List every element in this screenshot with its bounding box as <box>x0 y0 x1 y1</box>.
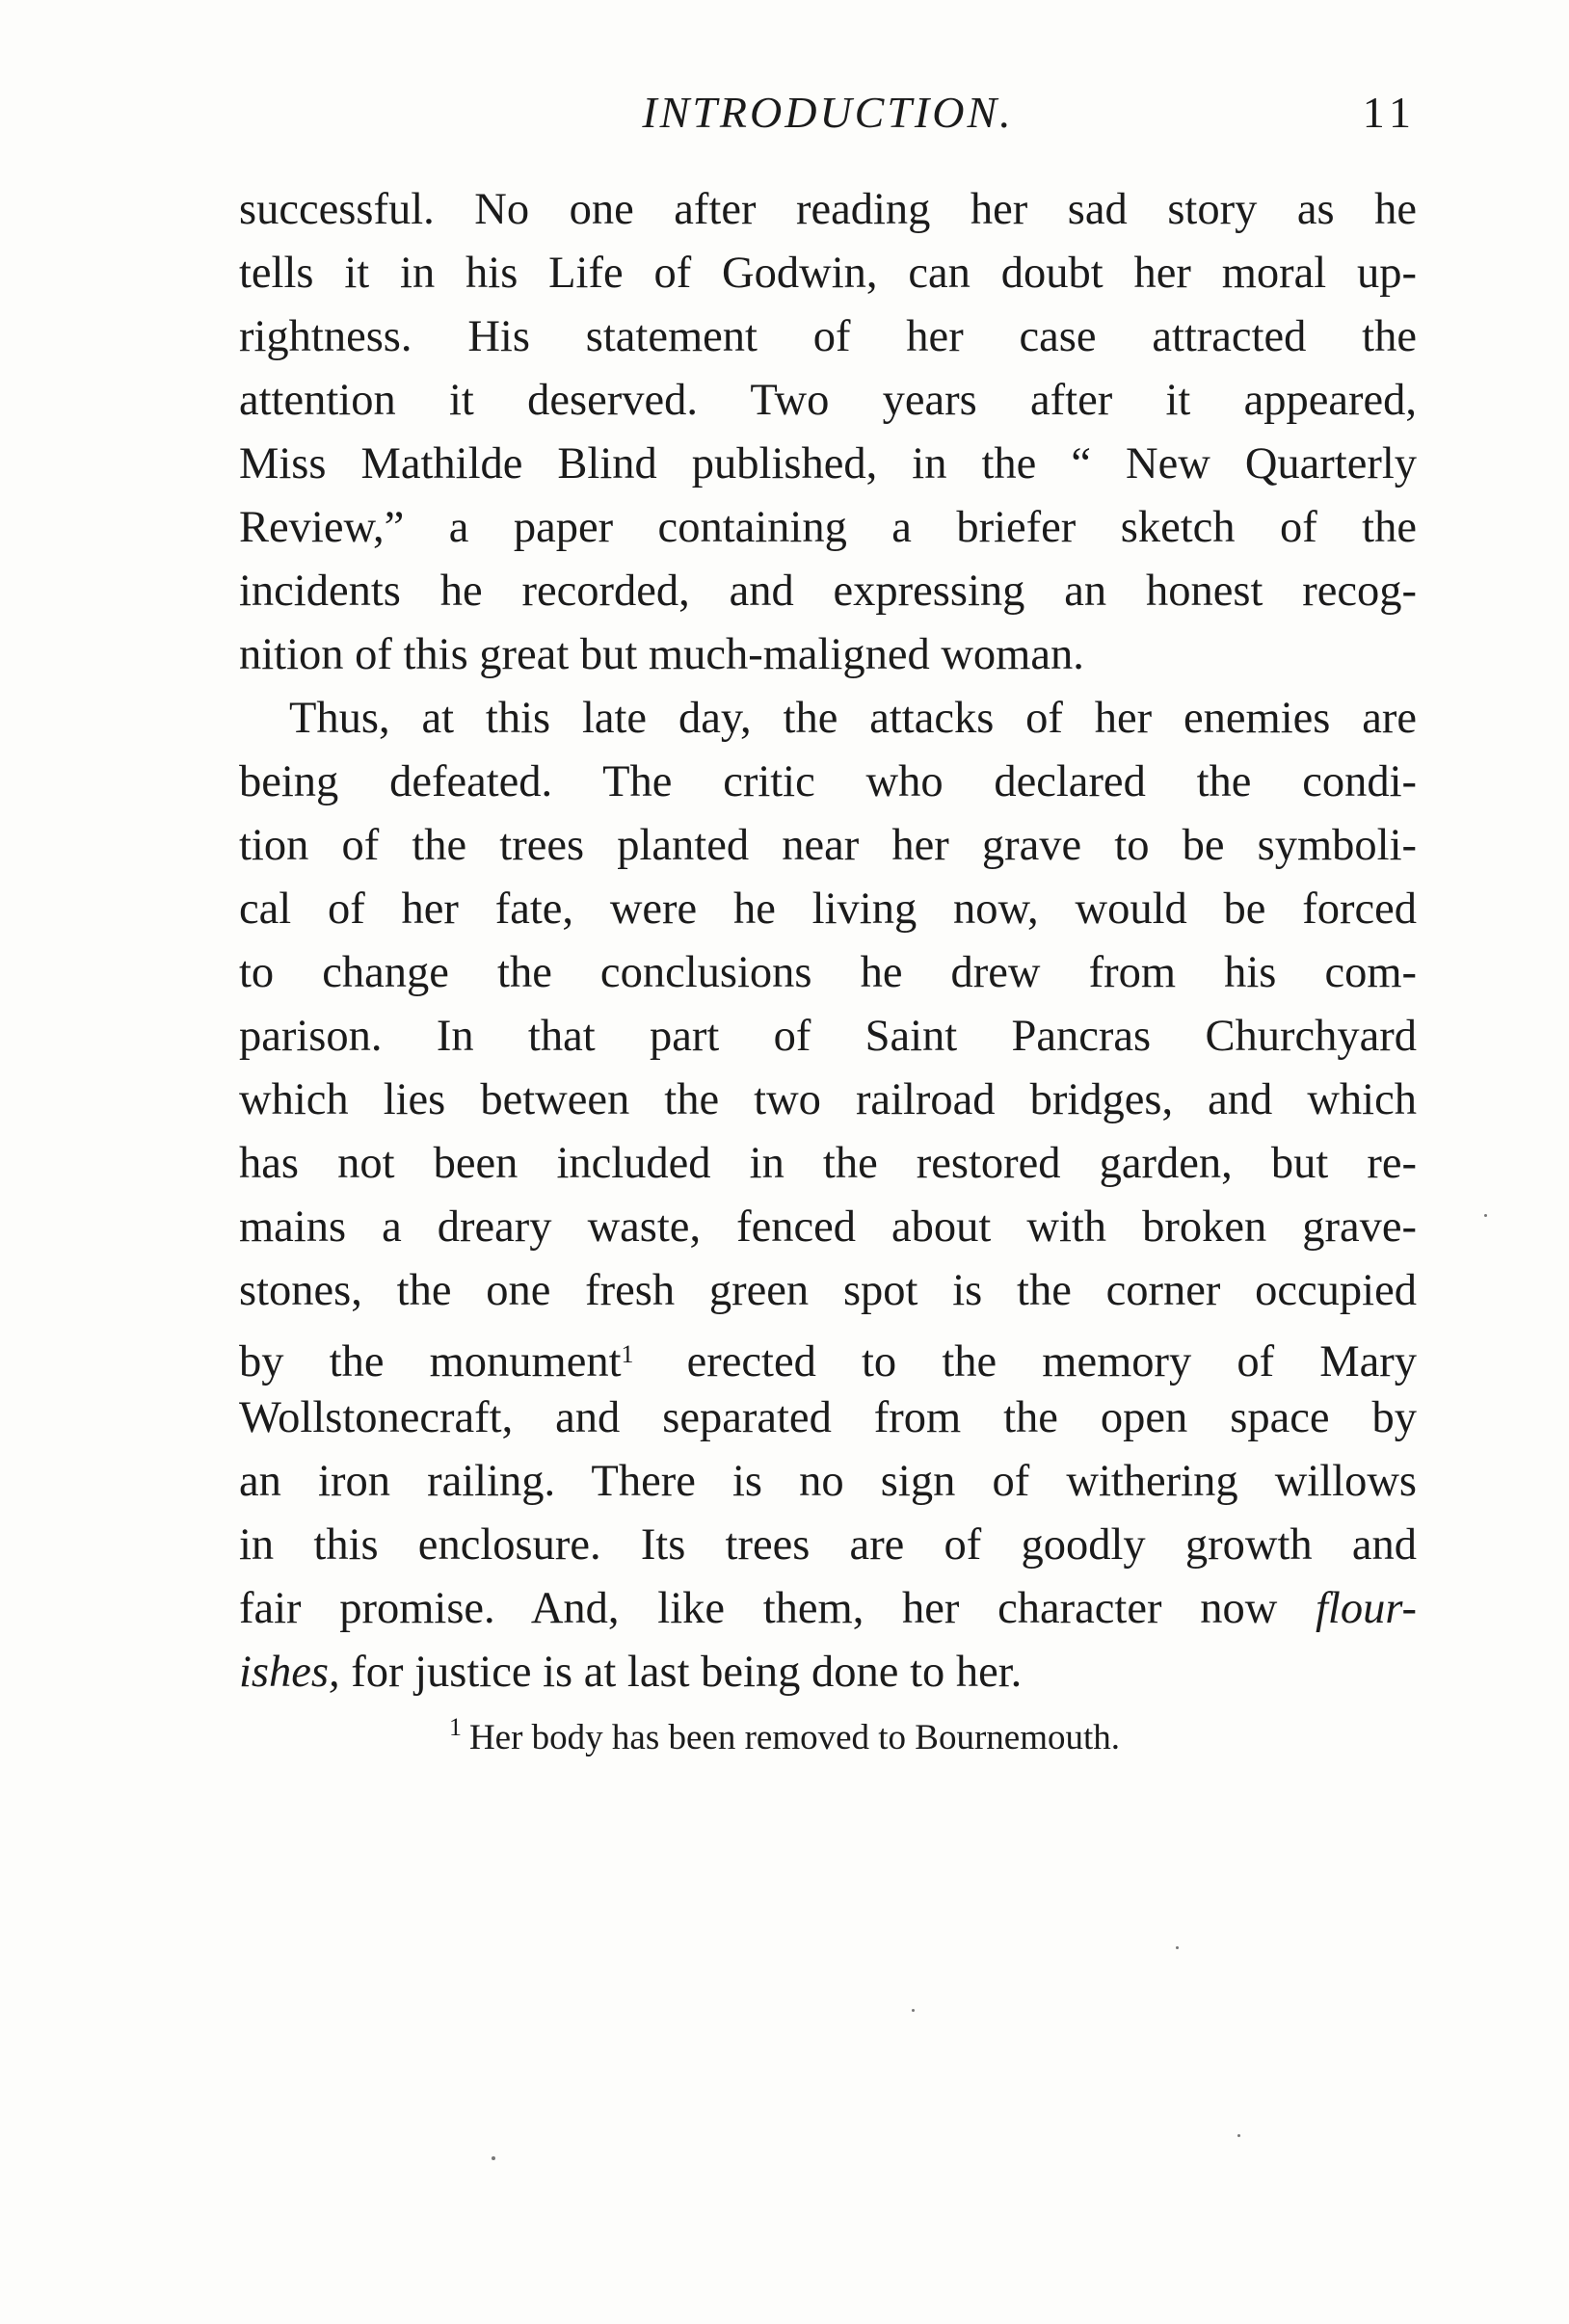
footnote-text: Her body has been removed to Bournemouth. <box>468 1718 1121 1757</box>
paper-speck <box>1176 1946 1179 1949</box>
text-line: rightness. His statement of her case attracted the <box>239 312 1417 361</box>
footnote-reference: 1 <box>621 1340 634 1368</box>
running-title: INTRODUCTION. <box>642 88 1014 137</box>
text-line: stones, the one fresh green spot is the corner occupied <box>239 1266 1417 1315</box>
paper-speck <box>1237 2134 1240 2137</box>
paper-speck <box>492 2156 495 2160</box>
text-line: in this enclosure. Its trees are of goodly growth and <box>239 1520 1417 1570</box>
text-line: parison. In that part of Saint Pancras Churchyard <box>239 1012 1417 1061</box>
text-line: has not been included in the restored garden, but re- <box>239 1139 1417 1188</box>
running-head <box>239 79 1417 146</box>
final-line-text: for justice is at last being done to her. <box>351 1648 1023 1697</box>
text-line: successful. No one after reading her sad story as he <box>239 185 1417 234</box>
footnote-marker: 1 <box>448 1713 462 1741</box>
text-line-start: fair promise. And, like them, her character now <box>239 1584 1278 1633</box>
monument-line <box>239 1323 1417 1386</box>
monument-text-rest: erected to the memory of Mary <box>686 1337 1417 1386</box>
footnote <box>0 1701 1569 1765</box>
paper-speck <box>912 2009 915 2012</box>
text-line: being defeated. The critic who declared the condi- <box>239 757 1417 806</box>
text-line: Review,” a paper containing a briefer sketch of the <box>239 503 1417 552</box>
text-line: an iron railing. There is no sign of withering willows <box>239 1457 1417 1506</box>
text-line: to change the conclusions he drew from his com- <box>239 948 1417 997</box>
text-line: Miss Mathilde Blind published, in the “ New Quarterly <box>239 439 1417 489</box>
text-line: mains a dreary waste, fenced about with broken grave- <box>239 1202 1417 1252</box>
text-line: attention it deserved. Two years after it appeared, <box>239 376 1417 425</box>
text-line: Thus, at this late day, the attacks of her enemies are <box>289 694 1417 743</box>
text-line: nition of this great but much-maligned woman. <box>239 630 1084 679</box>
text-line: cal of her fate, were he living now, would be forced <box>239 885 1417 934</box>
text-line-italic-break <box>239 1577 1417 1641</box>
monument-text: by the monument <box>239 1337 622 1386</box>
text-line: tion of the trees planted near her grave to be symboli- <box>239 821 1417 870</box>
text-line: tells it in his Life of Godwin, can doubt her moral up- <box>239 249 1417 298</box>
text-line: Wollstonecraft, and separated from the open space by <box>239 1393 1417 1442</box>
italic-word: flour- <box>1316 1584 1418 1633</box>
text-line: which lies between the two railroad bridges, and which <box>239 1075 1417 1124</box>
italic-word: ishes, <box>239 1648 340 1697</box>
body-text <box>239 178 1417 1704</box>
page-number: 11 <box>1362 88 1417 137</box>
paper-speck <box>1484 1214 1487 1217</box>
final-line <box>239 1641 1417 1704</box>
text-line: incidents he recorded, and expressing an honest recog- <box>239 567 1417 616</box>
